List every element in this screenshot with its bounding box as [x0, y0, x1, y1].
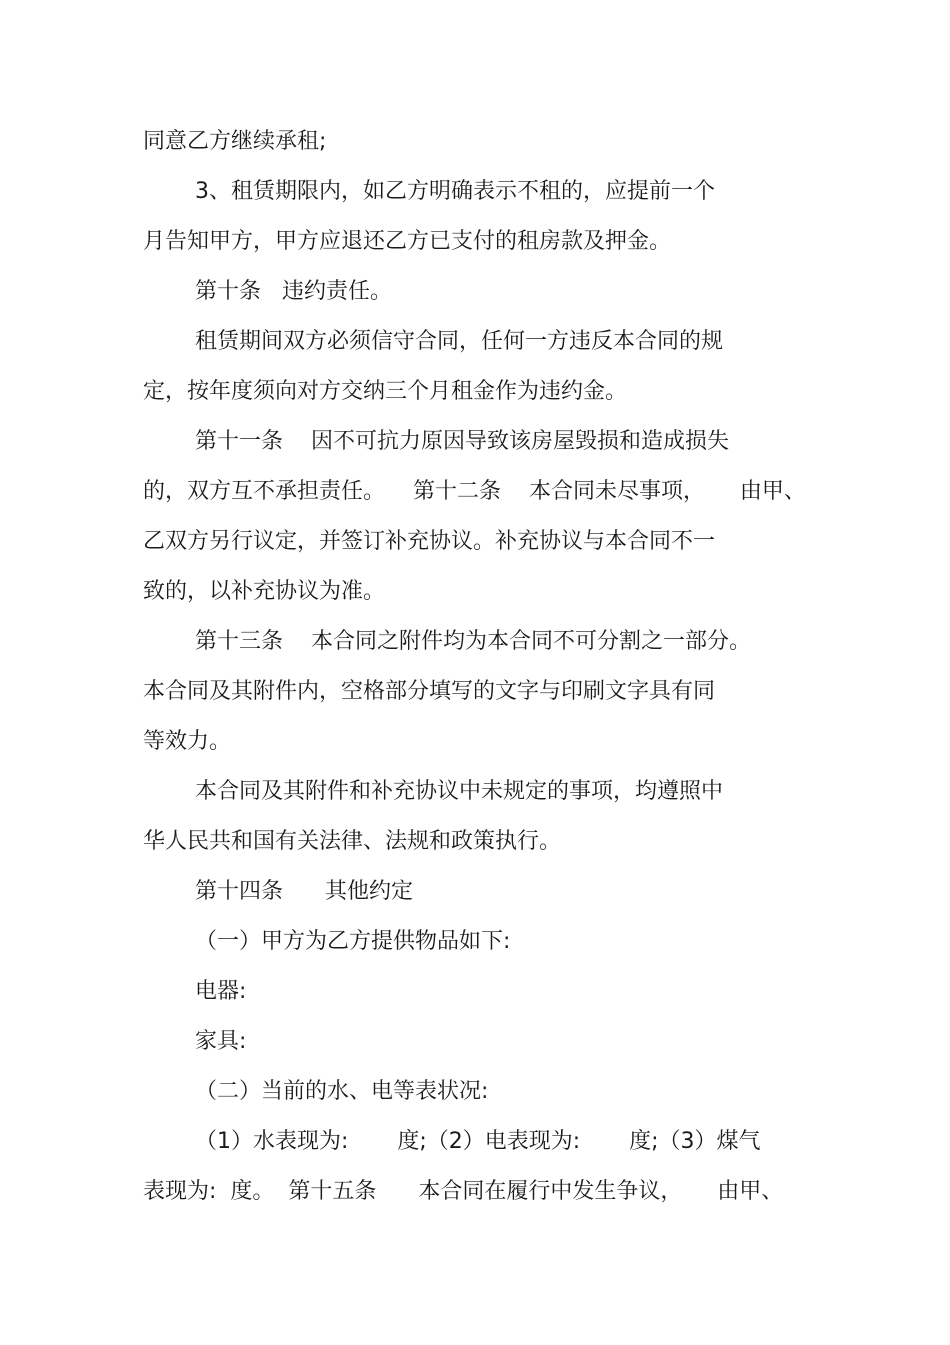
text-line: 家具:: [195, 1029, 247, 1054]
text-line: 华人民共和国有关法律、法规和政策执行。: [143, 829, 562, 854]
text-line: 致的，以补充协议为准。: [143, 579, 386, 604]
text-line: 的，双方互不承担责任。 第十二条 本合同未尽事项， 由甲、: [143, 479, 806, 504]
text-line: 同意乙方继续承租;: [143, 129, 327, 154]
section-heading: 第十四条 其他约定: [195, 879, 413, 904]
text-line: （二）当前的水、电等表状况:: [195, 1079, 489, 1104]
text-line: 表现为: 度。 第十五条 本合同在履行中发生争议， 由甲、: [143, 1179, 784, 1204]
section-heading: 第十条 违约责任。: [195, 279, 392, 304]
text-line: 本合同及其附件内，空格部分填写的文字与印刷文字具有同: [143, 679, 716, 704]
text-line: 本合同及其附件和补充协议中未规定的事项，均遵照中: [195, 779, 724, 804]
text-line: （一）甲方为乙方提供物品如下:: [195, 929, 511, 954]
text-line: （1）水表现为: 度;（2）电表现为: 度;（3）煤气: [195, 1129, 761, 1154]
text-line: 乙双方另行议定，并签订补充协议。补充协议与本合同不一: [143, 529, 716, 554]
text-line: 租赁期间双方必须信守合同，任何一方违反本合同的规: [195, 329, 724, 354]
text-line: 定，按年度须向对方交纳三个月租金作为违约金。: [143, 379, 628, 404]
text-line: 第十三条 本合同之附件均为本合同不可分割之一部分。: [195, 629, 751, 654]
text-line: 3、租赁期限内，如乙方明确表示不租的，应提前一个: [195, 179, 715, 204]
text-line: 月告知甲方，甲方应退还乙方已支付的租房款及押金。: [143, 229, 672, 254]
text-line: 等效力。: [143, 729, 232, 754]
text-line: 电器:: [195, 979, 247, 1004]
text-line: 第十一条 因不可抗力原因导致该房屋毁损和造成损失: [195, 429, 729, 454]
